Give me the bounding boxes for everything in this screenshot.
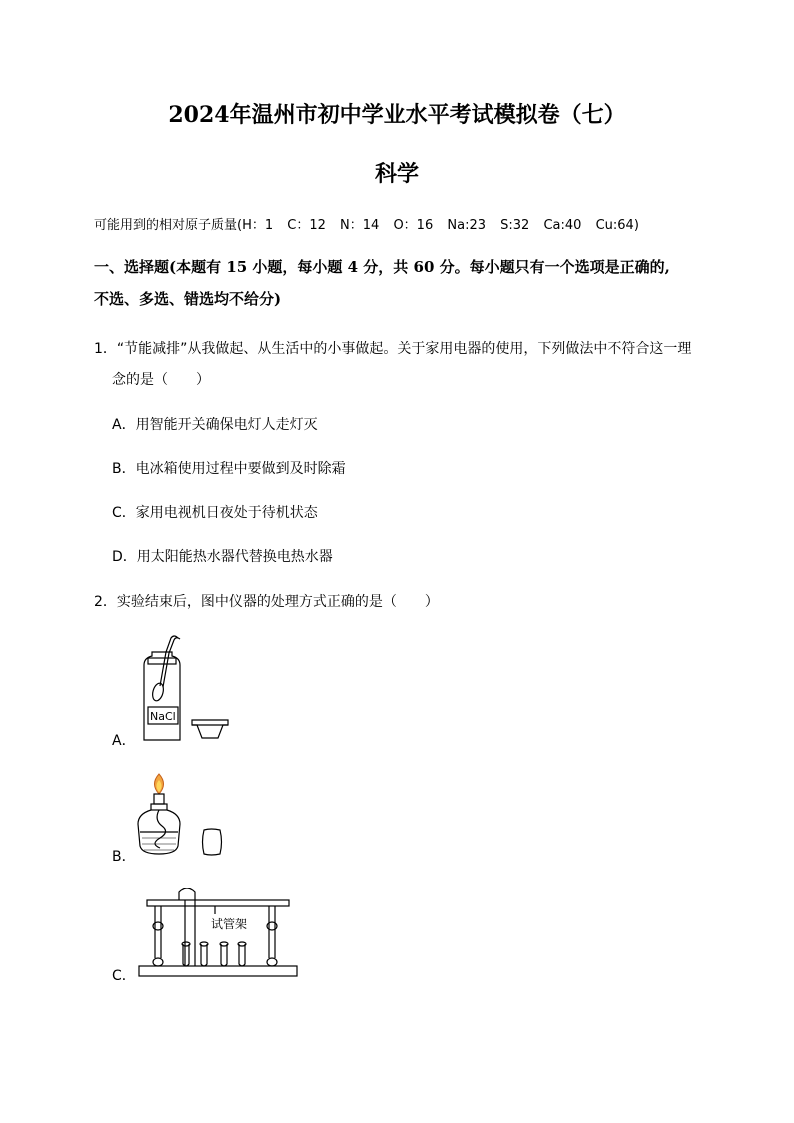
atomic-mass-line	[94, 214, 649, 233]
question-1-option-d: D．用太阳能热水器代替换电热水器	[112, 549, 333, 565]
figure-c-letter: C．	[112, 968, 136, 984]
atomic-mass-item: C：12	[287, 218, 326, 233]
page-title: 2024年温州市初中学业水平考试模拟卷（七）	[168, 102, 626, 128]
figure-b-alcohol-lamp	[128, 772, 238, 862]
section-heading-line1: 一、选择题(本题有 15 小题，每小题 4 分，共 60 分。每小题只有一个选项是正确的,	[94, 258, 670, 276]
test-tube-rack-label: 试管架	[211, 917, 248, 931]
atomic-mass-intro: 可能用到的相对原子质量(H：1	[94, 218, 274, 233]
figure-b-letter: B．	[112, 849, 136, 865]
atomic-mass-item: O：16	[393, 218, 434, 233]
atomic-mass-item: Cu:64)	[595, 218, 639, 233]
atomic-mass-item: N：14	[340, 218, 380, 233]
question-1-option-b: B．电冰箱使用过程中要做到及时除霜	[112, 461, 346, 477]
atomic-mass-item: S:32	[500, 218, 530, 233]
question-1-option-a: A．用智能开关确保电灯人走灯灭	[112, 417, 318, 433]
question-1-option-c: C．家用电视机日夜处于待机状态	[112, 505, 318, 521]
figure-a-reagent-bottle	[128, 630, 238, 745]
subject-title: 科学	[374, 161, 419, 187]
nacl-label: NaCl	[150, 710, 176, 723]
figure-a-letter: A．	[112, 733, 136, 749]
atomic-mass-item: Na:23	[447, 218, 486, 233]
question-1-stem: 1．“节能减排”从我做起、从生活中的小事做起。关于家用电器的使用，下列做法中不符合这一理	[94, 341, 692, 357]
atomic-mass-item: Ca:40	[543, 218, 582, 233]
figure-c-test-tube-rack	[135, 888, 305, 983]
question-1-stem-cont: 念的是（ ）	[112, 372, 210, 388]
question-2-stem: 2．实验结束后，图中仪器的处理方式正确的是（ ）	[94, 594, 439, 610]
section-heading-line2: 不选、多选、错选均不给分)	[94, 290, 282, 308]
